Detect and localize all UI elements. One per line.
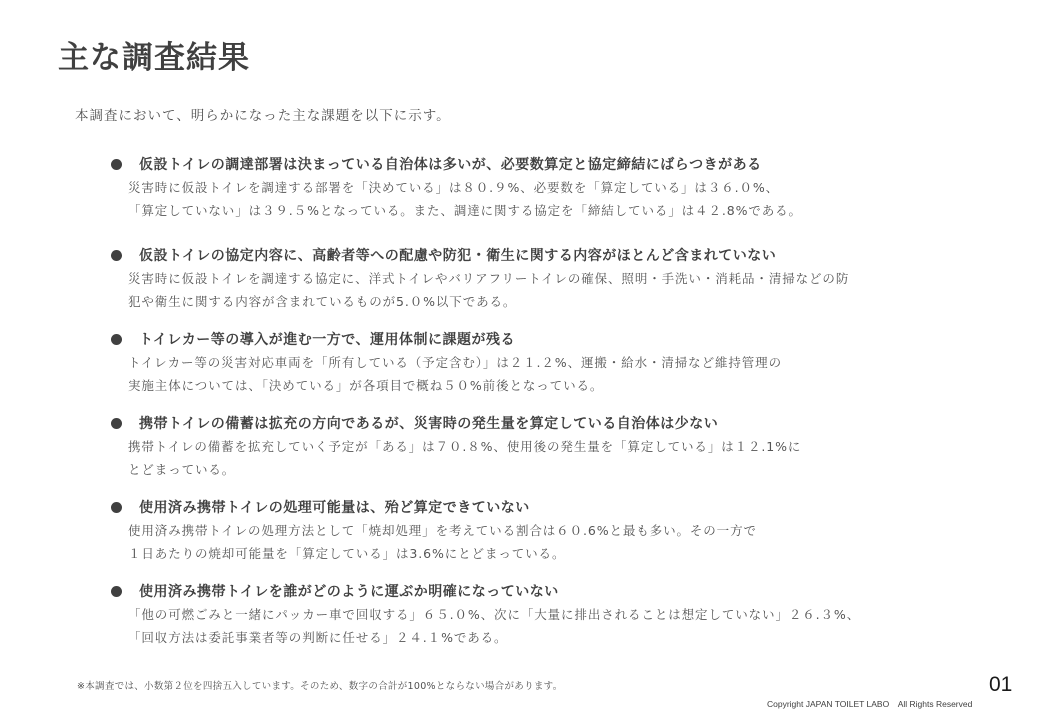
finding-heading-text: 仮設トイレの調達部署は決まっている自治体は多いが、必要数算定と協定締結にばらつきがある: [139, 157, 762, 173]
finding-body-line: とどまっている。: [128, 462, 236, 477]
bullet-icon: [111, 418, 122, 429]
finding-item: [108, 329, 1008, 397]
findings-list: [108, 0, 1008, 720]
finding-heading-text: 仮設トイレの協定内容に、高齢者等への配慮や防犯・衛生に関する内容がほとんど含まれていない: [139, 248, 777, 264]
bullet-icon: [111, 159, 122, 170]
finding-body: [128, 435, 1008, 481]
finding-heading: [108, 497, 1008, 517]
copyright-notice: Copyright JAPAN TOILET LABO All Rights Reserved: [767, 699, 973, 709]
finding-heading-text: 使用済み携帯トイレを誰がどのように運ぶか明確になっていない: [139, 584, 559, 600]
page-number: 01: [989, 673, 1013, 696]
finding-body: [128, 351, 1008, 397]
finding-item: [108, 497, 1008, 565]
page-title: 主な調査結果: [58, 40, 250, 76]
finding-body: [128, 267, 1008, 313]
finding-item: [108, 413, 1008, 481]
finding-body-line: 「他の可燃ごみと一緒にパッカー車で回収する」６５.０%、次に「大量に排出されることは想定していない」２６.３%、: [128, 607, 861, 622]
bullet-icon: [111, 250, 122, 261]
bullet-icon: [111, 334, 122, 345]
finding-heading: [108, 154, 1008, 174]
finding-body-line: 「回収方法は委託事業者等の判断に任せる」２４.１%である。: [128, 630, 508, 645]
finding-body: [128, 603, 1008, 649]
finding-heading-text: 携帯トイレの備蓄は拡充の方向であるが、災害時の発生量を算定している自治体は少ない: [139, 416, 719, 432]
footnote: ※本調査では、小数第２位を四捨五入しています。そのため、数字の合計が100%とならない場合があります。: [77, 681, 563, 692]
finding-body-line: 「算定していない」は３９.５%となっている。また、調達に関する協定を「締結している」は４２.8%である。: [128, 203, 802, 218]
finding-heading: [108, 581, 1008, 601]
bullet-icon: [111, 502, 122, 513]
finding-body-line: 災害時に仮設トイレを調達する協定に、洋式トイレやバリアフリートイレの確保、照明・手洗い・消耗品・清掃などの防: [128, 271, 850, 286]
finding-item: [108, 581, 1008, 649]
finding-body-line: トイレカー等の災害対応車両を「所有している（予定含む）」は２１.２%、運搬・給水・清掃など維持管理の: [128, 355, 782, 370]
finding-heading: [108, 329, 1008, 349]
finding-item: [108, 245, 1008, 313]
finding-body-line: 携帯トイレの備蓄を拡充していく予定が「ある」は７０.８%、使用後の発生量を「算定している」は１２.1%に: [128, 439, 802, 454]
finding-item: [108, 154, 1008, 222]
finding-body: [128, 176, 1008, 222]
bullet-icon: [111, 586, 122, 597]
finding-body-line: 使用済み携帯トイレの処理方法として「焼却処理」を考えている割合は６０.6%と最も多い。その一方で: [128, 523, 757, 538]
intro-text: 本調査において、明らかになった主な課題を以下に示す。: [75, 108, 451, 124]
finding-body-line: 犯や衛生に関する内容が含まれているものが5.０%以下である。: [128, 294, 517, 309]
finding-body-line: 実施主体については、「決めている」が各項目で概ね５０%前後となっている。: [128, 378, 604, 393]
finding-body-line: １日あたりの焼却可能量を「算定している」は3.6%にとどまっている。: [128, 546, 566, 561]
finding-body: [128, 519, 1008, 565]
finding-heading: [108, 413, 1008, 433]
finding-heading: [108, 245, 1008, 265]
finding-heading-text: トイレカー等の導入が進む一方で、運用体制に課題が残る: [139, 332, 516, 348]
finding-heading-text: 使用済み携帯トイレの処理可能量は、殆ど算定できていない: [139, 500, 530, 516]
finding-body-line: 災害時に仮設トイレを調達する部署を「決めている」は８０.９%、必要数を「算定している」は３６.０%、: [128, 180, 780, 195]
